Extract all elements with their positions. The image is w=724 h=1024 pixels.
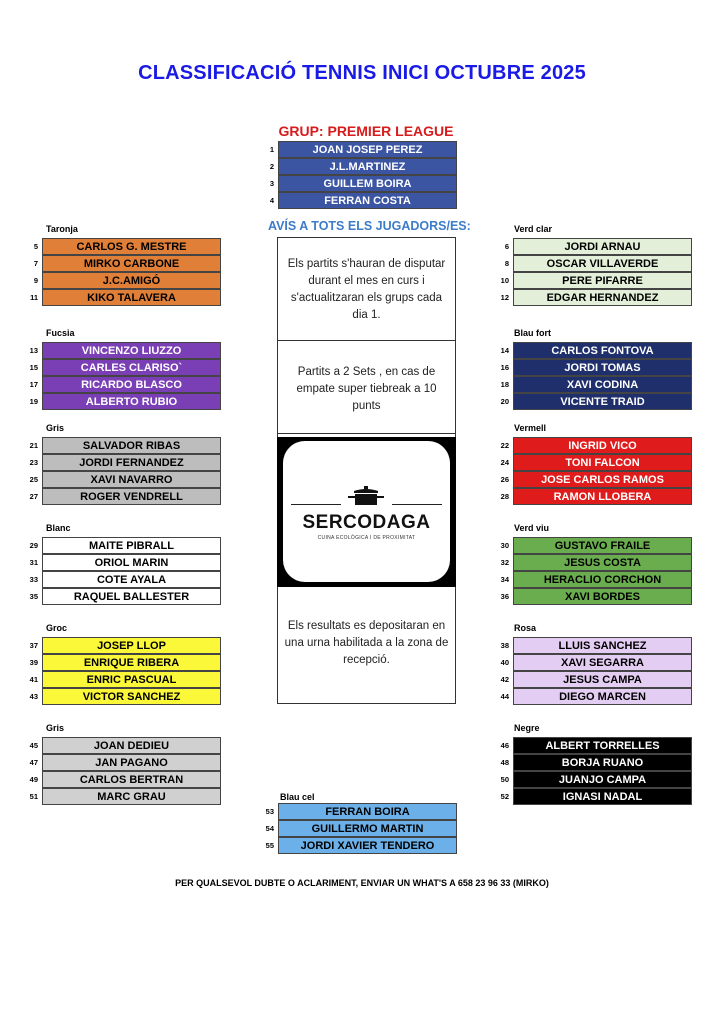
group-label: Gris xyxy=(46,723,65,733)
notice-divider xyxy=(277,433,456,434)
notice-text-results: Els resultats es depositaran en una urna habilitada a la zona de recepció. xyxy=(284,620,449,666)
player-rank: 26 xyxy=(500,475,509,484)
player-name: GUILLEM BOIRA xyxy=(278,175,457,192)
player-rank: 20 xyxy=(500,397,509,406)
player-rank: 54 xyxy=(265,824,274,833)
player-name: JOAN DEDIEU xyxy=(42,737,221,754)
player-name: EDGAR HERNANDEZ xyxy=(513,289,692,306)
player-rank: 3 xyxy=(269,179,274,188)
player-name: KIKO TALAVERA xyxy=(42,289,221,306)
player-name: VICTOR SANCHEZ xyxy=(42,688,221,705)
player-rank: 47 xyxy=(29,758,38,767)
player-name: FERRAN BOIRA xyxy=(278,803,457,820)
player-rank: 5 xyxy=(33,242,38,251)
logo-tagline: CUINA ECOLÒGICA I DE PROXIMITAT xyxy=(317,535,416,541)
group-label: Rosa xyxy=(514,623,537,633)
player-name: CARLOS BERTRAN xyxy=(42,771,221,788)
player-name: IGNASI NADAL xyxy=(513,788,692,805)
player-rank: 14 xyxy=(500,346,509,355)
player-name: INGRID VICO xyxy=(513,437,692,454)
player-rank: 17 xyxy=(29,380,38,389)
player-name: RAMON LLOBERA xyxy=(513,488,692,505)
player-rank: 23 xyxy=(29,458,38,467)
player-rank: 53 xyxy=(265,807,274,816)
player-rank: 27 xyxy=(29,492,38,501)
player-rank: 43 xyxy=(29,692,38,701)
player-name: J.C.AMIGÓ xyxy=(42,272,221,289)
player-name: JORDI FERNANDEZ xyxy=(42,454,221,471)
player-rank: 35 xyxy=(29,592,38,601)
player-name: MIRKO CARBONE xyxy=(42,255,221,272)
player-rank: 16 xyxy=(500,363,509,372)
logo-rule xyxy=(392,504,442,505)
player-name: ORIOL MARIN xyxy=(42,554,221,571)
logo-rule xyxy=(291,504,341,505)
player-rank: 24 xyxy=(500,458,509,467)
player-name: ENRIQUE RIBERA xyxy=(42,654,221,671)
player-rank: 31 xyxy=(29,558,38,567)
player-name: VINCENZO LIUZZO xyxy=(42,342,221,359)
player-name: DIEGO MARCEN xyxy=(513,688,692,705)
player-rank: 22 xyxy=(500,441,509,450)
player-rank: 13 xyxy=(29,346,38,355)
player-name: XAVI SEGARRA xyxy=(513,654,692,671)
notice-text-schedule: Els partits s'hauran de disputar durant el mes en curs i s'actualitzaran els grups cada dia 1. xyxy=(287,258,446,321)
player-rank: 7 xyxy=(33,259,38,268)
player-name: CARLOS G. MESTRE xyxy=(42,238,221,255)
group-label: Blau fort xyxy=(514,328,551,338)
player-name: GUILLERMO MARTIN xyxy=(278,820,457,837)
player-name: VICENTE TRAID xyxy=(513,393,692,410)
player-rank: 46 xyxy=(500,741,509,750)
player-rank: 41 xyxy=(29,675,38,684)
group-label: Vermell xyxy=(514,423,547,433)
group-label: Gris xyxy=(46,423,65,433)
player-name: GUSTAVO FRAILE xyxy=(513,537,692,554)
player-rank: 51 xyxy=(29,792,38,801)
player-name: HERACLIO CORCHON xyxy=(513,571,692,588)
player-rank: 40 xyxy=(500,658,509,667)
player-rank: 37 xyxy=(29,641,38,650)
player-name: TONI FALCON xyxy=(513,454,692,471)
notice-title: AVÍS A TOTS ELS JUGADORS/ES: xyxy=(268,219,471,233)
player-name: FERRAN COSTA xyxy=(278,192,457,209)
player-name: BORJA RUANO xyxy=(513,754,692,771)
player-rank: 21 xyxy=(29,441,38,450)
player-rank: 1 xyxy=(269,145,274,154)
player-name: MAITE PIBRALL xyxy=(42,537,221,554)
player-rank: 18 xyxy=(500,380,509,389)
player-name: JORDI XAVIER TENDERO xyxy=(278,837,457,854)
player-name: JOSE CARLOS RAMOS xyxy=(513,471,692,488)
player-name: ENRIC PASCUAL xyxy=(42,671,221,688)
player-rank: 19 xyxy=(29,397,38,406)
player-rank: 9 xyxy=(33,276,38,285)
notice-divider xyxy=(277,340,456,341)
player-rank: 8 xyxy=(504,259,509,268)
player-rank: 48 xyxy=(500,758,509,767)
player-rank: 50 xyxy=(500,775,509,784)
group-label: Fucsia xyxy=(46,328,75,338)
player-rank: 44 xyxy=(500,692,509,701)
player-rank: 4 xyxy=(269,196,274,205)
footer-contact: PER QUALSEVOL DUBTE O ACLARIMENT, ENVIAR UN WHAT'S A 658 23 96 33 (MIRKO) xyxy=(175,878,549,888)
player-name: JESUS CAMPA xyxy=(513,671,692,688)
player-rank: 29 xyxy=(29,541,38,550)
player-name: RICARDO BLASCO xyxy=(42,376,221,393)
group-label: Groc xyxy=(46,623,68,633)
player-name: COTE AYALA xyxy=(42,571,221,588)
group-label: Blau cel xyxy=(280,792,315,802)
player-name: JUANJO CAMPA xyxy=(513,771,692,788)
group-label: Negre xyxy=(514,723,540,733)
player-name: PERE PIFARRE xyxy=(513,272,692,289)
player-name: CARLES CLARISO` xyxy=(42,359,221,376)
player-rank: 42 xyxy=(500,675,509,684)
player-name: MARC GRAU xyxy=(42,788,221,805)
player-name: JORDI TOMAS xyxy=(513,359,692,376)
player-rank: 39 xyxy=(29,658,38,667)
player-name: XAVI NAVARRO xyxy=(42,471,221,488)
player-name: ROGER VENDRELL xyxy=(42,488,221,505)
cooking-pot-icon xyxy=(346,485,386,509)
player-rank: 10 xyxy=(500,276,509,285)
player-rank: 12 xyxy=(500,293,509,302)
player-rank: 32 xyxy=(500,558,509,567)
page-title: CLASSIFICACIÓ TENNIS INICI OCTUBRE 2025 xyxy=(138,62,586,84)
group-label: Taronja xyxy=(46,224,78,234)
player-rank: 2 xyxy=(269,162,274,171)
player-name: ALBERTO RUBIO xyxy=(42,393,221,410)
player-rank: 33 xyxy=(29,575,38,584)
player-name: JORDI ARNAU xyxy=(513,238,692,255)
player-rank: 38 xyxy=(500,641,509,650)
player-name: XAVI CODINA xyxy=(513,376,692,393)
player-name: ALBERT TORRELLES xyxy=(513,737,692,754)
player-rank: 34 xyxy=(500,575,509,584)
player-rank: 28 xyxy=(500,492,509,501)
group-label: Verd viu xyxy=(514,523,550,533)
player-name: LLUIS SANCHEZ xyxy=(513,637,692,654)
player-name: JESUS COSTA xyxy=(513,554,692,571)
player-rank: 25 xyxy=(29,475,38,484)
player-rank: 30 xyxy=(500,541,509,550)
group-label: Verd clar xyxy=(514,224,553,234)
player-name: JOSEP LLOP xyxy=(42,637,221,654)
player-name: XAVI BORDES xyxy=(513,588,692,605)
player-rank: 6 xyxy=(504,242,509,251)
player-rank: 49 xyxy=(29,775,38,784)
player-name: SALVADOR RIBAS xyxy=(42,437,221,454)
player-name: JAN PAGANO xyxy=(42,754,221,771)
player-name: RAQUEL BALLESTER xyxy=(42,588,221,605)
player-name: CARLOS FONTOVA xyxy=(513,342,692,359)
group-label: Blanc xyxy=(46,523,71,533)
player-rank: 45 xyxy=(29,741,38,750)
player-name: JOAN JOSEP PEREZ xyxy=(278,141,457,158)
player-rank: 11 xyxy=(30,293,38,302)
logo-wordmark: SERCODAGA xyxy=(302,512,431,533)
player-rank: 55 xyxy=(265,841,274,850)
player-rank: 15 xyxy=(29,363,38,372)
sponsor-logo xyxy=(277,437,456,587)
notice-text-format: Partits a 2 Sets , en cas de empate super tiebreak a 10 punts xyxy=(296,366,437,412)
player-name: J.L.MARTINEZ xyxy=(278,158,457,175)
player-rank: 52 xyxy=(500,792,509,801)
player-rank: 36 xyxy=(500,592,509,601)
player-name: OSCAR VILLAVERDE xyxy=(513,255,692,272)
premier-group-title: GRUP: PREMIER LEAGUE xyxy=(278,123,454,139)
